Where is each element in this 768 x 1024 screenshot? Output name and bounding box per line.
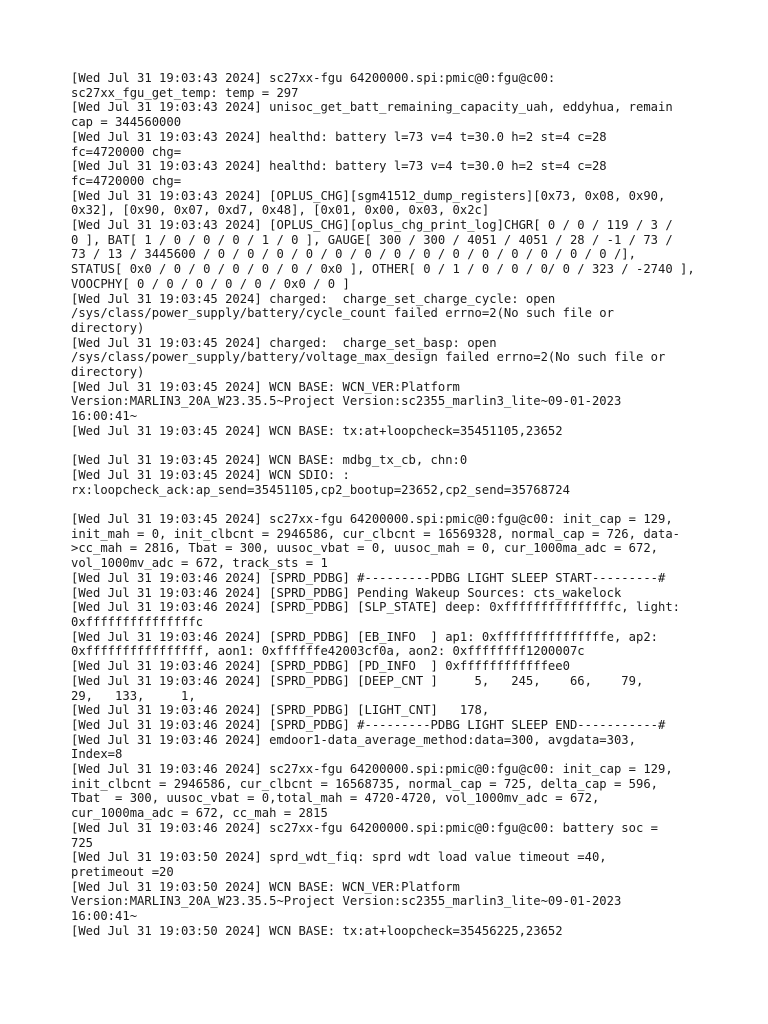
log-entry: [Wed Jul 31 19:03:50 2024] WCN BASE: tx:at+loopcheck=35456225,23652 [71, 923, 563, 938]
log-entry: [Wed Jul 31 19:03:43 2024] sc27xx-fgu 64200000.spi:pmic@0:fgu@c00: sc27xx_fgu_get_temp: temp = 297 [71, 71, 556, 100]
log-entry: [Wed Jul 31 19:03:45 2024] WCN BASE: tx:at+loopcheck=35451105,23652 [71, 423, 563, 438]
log-entry: [Wed Jul 31 19:03:46 2024] [SPRD_PDBG] Pending Wakeup Sources: cts_wakelock [71, 585, 622, 600]
log-entry: [Wed Jul 31 19:03:46 2024] [SPRD_PDBG] [PD_INFO ] 0xffffffffffffee0 [71, 659, 570, 674]
log-entry: [Wed Jul 31 19:03:46 2024] [SPRD_PDBG] [LIGHT_CNT] 178, [71, 703, 490, 718]
log-entry: [Wed Jul 31 19:03:46 2024] sc27xx-fgu 64200000.spi:pmic@0:fgu@c00: battery soc = 725 [71, 820, 658, 850]
log-entry: [Wed Jul 31 19:03:45 2024] WCN BASE: WCN_VER:Platform Version:MARLIN3_20A_W23.35.5~Project Version:sc2355_marlin3_lite~09-01-2023 16:00:41~ [71, 379, 622, 424]
log-entry: [Wed Jul 31 19:03:50 2024] WCN BASE: WCN_VER:Platform Version:MARLIN3_20A_W23.35.5~Project Version:sc2355_marlin3_lite~09-01-2023 16:00:41~ [71, 879, 622, 924]
log-entry: [Wed Jul 31 19:03:46 2024] sc27xx-fgu 64200000.spi:pmic@0:fgu@c00: init_cap = 129, init_clbcnt = 2946586, cur_clbcnt = 16568735, normal_cap = 725, delta_cap = 596, Tbat = 300, uusoc_vbat = 0,total_mah = 4720-4720, vol_1000mv_adc = 672, cur_1000ma_adc = 672, cc_mah = 2815 [71, 762, 673, 821]
log-entry: [Wed Jul 31 19:03:45 2024] charged: charge_set_charge_cycle: open /sys/class/power_supply/battery/cycle_count failed errno=2(No such file or directory) [71, 291, 614, 335]
log-entry: [Wed Jul 31 19:03:50 2024] sprd_wdt_fiq: sprd wdt load value timeout =40, pretimeout =20 [71, 850, 607, 879]
log-entry: [Wed Jul 31 19:03:46 2024] [SPRD_PDBG] [SLP_STATE] deep: 0xfffffffffffffffc, light: 0xfffffffffffffffc [71, 600, 681, 629]
log-entry: [Wed Jul 31 19:03:45 2024] sc27xx-fgu 64200000.spi:pmic@0:fgu@c00: init_cap = 129, init_mah = 0, init_clbcnt = 2946586, cur_clbcnt = 16569328, normal_cap = 726, data- >cc_mah = 2816, Tbat = 300, uusoc_vbat = 0, uusoc_mah = 0, cur_1000ma_adc = 672, vol_1000mv_adc = 672, track_sts = 1 [71, 512, 681, 571]
log-document [71, 71, 701, 938]
log-entry: [Wed Jul 31 19:03:43 2024] healthd: battery l=73 v=4 t=30.0 h=2 st=4 c=28 fc=4720000 chg= [71, 159, 607, 188]
log-entry: [Wed Jul 31 19:03:45 2024] charged: charge_set_basp: open /sys/class/power_supply/battery/voltage_max_design failed errno=2(No such file or directory) [71, 335, 666, 380]
log-entry: [Wed Jul 31 19:03:43 2024] [OPLUS_CHG][sgm41512_dump_registers][0x73, 0x08, 0x90, 0x32], [0x90, 0x07, 0xd7, 0x48], [0x01, 0x00, 0x03, 0x2c] [71, 188, 666, 218]
log-entry: [Wed Jul 31 19:03:43 2024] healthd: battery l=73 v=4 t=30.0 h=2 st=4 c=28 fc=4720000 chg= [71, 129, 607, 159]
log-entry: [Wed Jul 31 19:03:46 2024] emdoor1-data_average_method:data=300, avgdata=303, Index=8 [71, 732, 636, 762]
log-entry: [Wed Jul 31 19:03:43 2024] unisoc_get_batt_remaining_capacity_uah, eddyhua, remain cap = 344560000 [71, 100, 673, 130]
log-entry: [Wed Jul 31 19:03:46 2024] [SPRD_PDBG] [DEEP_CNT ] 5, 245, 66, 79, 29, 133, 1, [71, 673, 644, 703]
log-entry: [Wed Jul 31 19:03:45 2024] WCN BASE: mdbg_tx_cb, chn:0 [71, 453, 468, 468]
log-entry: [Wed Jul 31 19:03:46 2024] [SPRD_PDBG] #---------PDBG LIGHT SLEEP END-----------# [71, 717, 666, 732]
log-entry: [Wed Jul 31 19:03:43 2024] [OPLUS_CHG][oplus_chg_print_log]CHGR[ 0 / 0 / 119 / 3 / 0 ], BAT[ 1 / 0 / 0 / 0 / 1 / 0 ], GAUGE[ 300 / 300 / 4051 / 4051 / 28 / -1 / 73 / 73 / 13 / 3445600 / 0 / 0 / 0 / 0 / 0 / 0 / 0 / 0 / 0 / 0 / 0 / 0 / 0 / 0 /], STATUS[ 0x0 / 0 / 0 / 0 / 0 / 0 / 0x0 ], OTHER[ 0 / 1 / 0 / 0 / 0/ 0 / 323 / -2740 ], VOOCPHY[ 0 / 0 / 0 / 0 / 0 / 0x0 / 0 ] [71, 218, 695, 291]
blank-line [71, 439, 701, 454]
log-entry: [Wed Jul 31 19:03:46 2024] [SPRD_PDBG] [EB_INFO ] ap1: 0xfffffffffffffffe, ap2: 0xffffffffffffffff, aon1: 0xffffffe42003cf0a, aon2: 0xffffffff1200007c [71, 629, 658, 659]
blank-line [71, 497, 701, 512]
log-entry: [Wed Jul 31 19:03:46 2024] [SPRD_PDBG] #---------PDBG LIGHT SLEEP START---------# [71, 570, 666, 585]
log-entry: [Wed Jul 31 19:03:45 2024] WCN SDIO: : rx:loopcheck_ack:ap_send=35451105,cp2_bootup=23652,cp2_send=35768724 [71, 467, 570, 497]
